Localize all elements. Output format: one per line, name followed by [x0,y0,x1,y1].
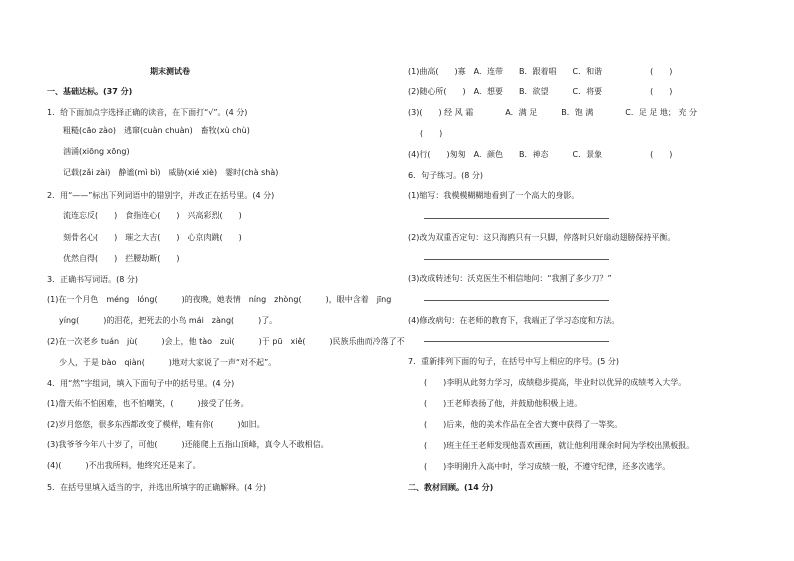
fill-in-line: yíng( )的泪花，把死去的小鸟 mái zàng( )了。 [59,316,278,325]
ordering-item: ( )后来，他的美术作品在全省大赛中获得了一等奖。 [424,420,623,429]
ordering-item: ( )班主任王老师发现他喜欢画画，就让他利用课余时间为学校出黑板报。 [424,441,695,450]
question-prompt: 1．给下面加点字选择正确的读音，在下面打“√”。(4 分) [47,108,248,117]
choice-answer-blank: ( ) [420,129,443,138]
answer-line [424,259,609,260]
question-prompt: 2．用“——”标出下列词语中的错别字，并改正在括号里。(4 分) [47,191,275,200]
choice-item: (2)随心所( ) A．想要 B．欲望 C．将要 ( ) [408,87,673,96]
ordering-item: ( )王老师表扬了他，并鼓励他积极上进。 [424,399,583,408]
choice-item: (3)( ) 经 风 霜 A．满 足 B．饱 满 C．足 足 地； 充 分 [408,108,698,117]
question-prompt: 3．正确书写词语。(8 分) [47,275,138,284]
pinyin-options-row: 粗糙(cāo zào) 逃窜(cuàn chuàn) 畜牧(xù chù) [63,126,250,135]
question-prompt: 4．用“然”字组词，填入下面句子中的括号里。(4 分) [47,379,235,388]
fill-in-line: 少人，于是 bào qiàn( )地对大家说了一声“对不起”。 [59,358,277,367]
ordering-item: ( )李明从此努力学习，成绩稳步提高，毕业时以优异的成绩考入大学。 [424,378,687,387]
answer-line [424,218,609,219]
sentence-exercise: (1)缩写：我模模糊糊地看到了一个高大的身影。 [408,191,580,200]
choice-item: (1)曲高( )寡 A．连带 B．跟着唱 C．和谐 ( ) [408,67,673,76]
section-heading: 一、基础达标。(37 分) [47,87,133,96]
fill-in-line: (2)在一次老乡 tuán jù( )会上，他 tào zuì( )于 pū xiě( )民族乐曲而冷落了不 [47,337,405,346]
sentence-exercise: (3)改成转述句：沃克医生不相信地问：“我割了多少刀？” [408,274,612,283]
page-title: 期末测试卷 [150,67,190,76]
question-prompt: 6．句子练习。(8 分) [408,171,483,180]
word-correction-row: 刻骨名心( ) 璀之大吉( ) 心京肉跳( ) [63,233,242,242]
question-prompt: 7．重新排列下面的句子，在括号中写上相应的序号。(5 分) [408,357,619,366]
word-correction-row: 流连忘反( ) 食指连心( ) 兴高彩烈( ) [63,211,242,220]
section-heading: 二、教材回顾。(14 分) [408,483,494,492]
sentence-item: (3)我爷爷今年八十岁了，可他( )还能爬上五指山顶峰，真令人不敢相信。 [47,440,329,449]
ordering-item: ( )李明刚升入高中时，学习成绩一般，不遵守纪律，还多次逃学。 [424,462,671,471]
sentence-item: (1)詹天佑不怕困难，也不怕嘲笑，( )接受了任务。 [47,399,249,408]
question-prompt: 5．在括号里填入适当的字，并选出所填字的正确解释。(4 分) [47,483,266,492]
sentence-item: (2)岁月悠悠，很多东西都改变了模样，唯有你( )如旧。 [47,420,265,429]
sentence-exercise: (4)修改病句：在老师的教育下，我端正了学习态度和方法。 [408,316,620,325]
answer-line [424,341,609,342]
answer-line [424,300,609,301]
sentence-exercise: (2)改为双重否定句：这只海鸥只有一只脚，停落时只好扇动翅膀保持平衡。 [408,233,676,242]
fill-in-line: (1)在一个月色 méng lóng( )的夜晚，她表情 níng zhòng( )，眼中含着 jīng [47,295,392,304]
choice-item: (4)行( )匆匆 A．颜色 B．神态 C．景象 ( ) [408,150,673,159]
pinyin-options-row: 记载(zǎi zài) 静谧(mì bì) 威胁(xié xiè) 霎时(chà shà) [63,168,279,177]
word-correction-row: 优然自得( ) 拦腰劫断( ) [63,254,180,263]
pinyin-options-row: 汹涌(xiōng xōng) [63,147,130,156]
sentence-item: (4)( )不出我所料，他终究还是来了。 [47,461,201,470]
